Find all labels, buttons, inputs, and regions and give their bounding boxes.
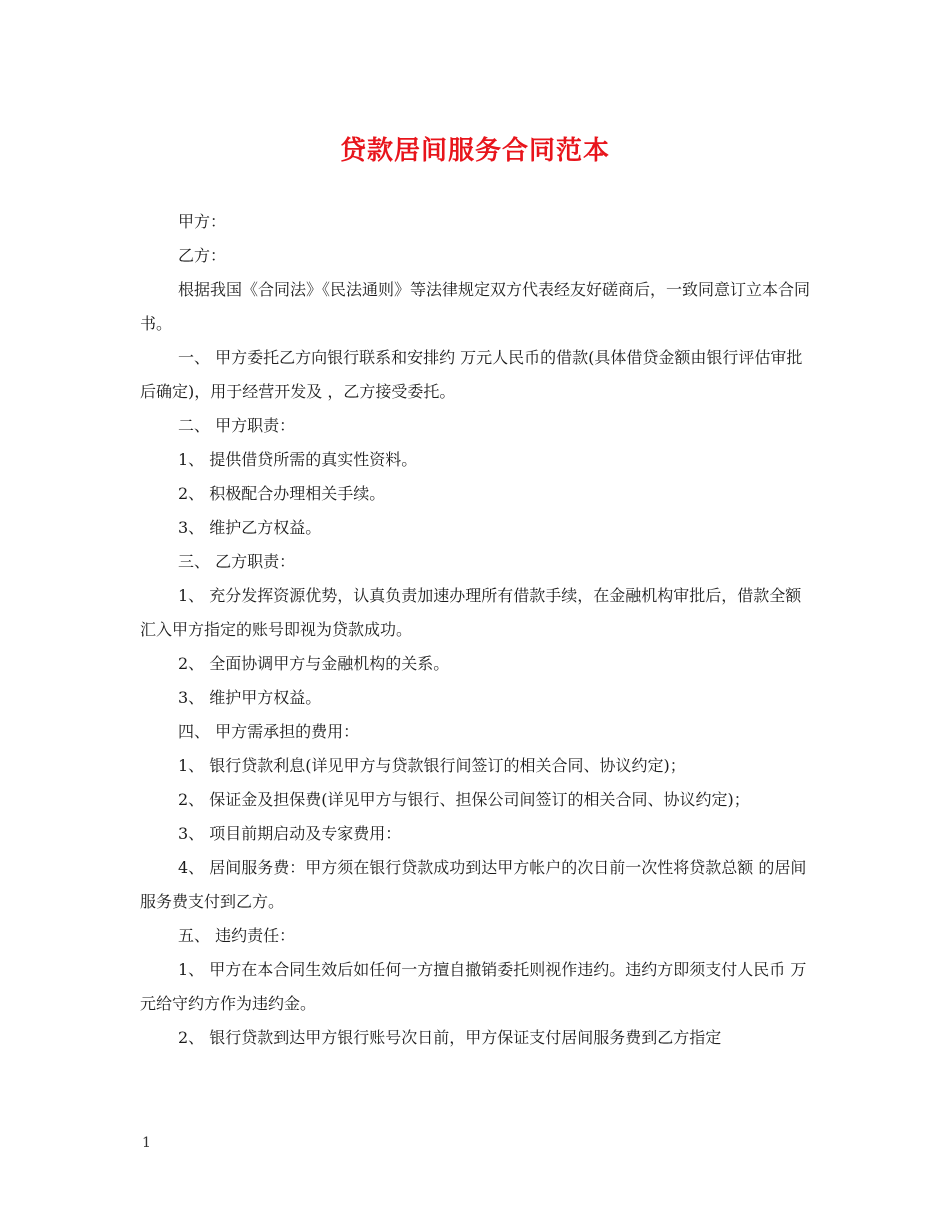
- paragraph-clause-3-item-1: 1、 充分发挥资源优势，认真负责加速办理所有借款手续，在金融机构审批后，借款全额汇入甲方指定的账号即视为贷款成功。: [140, 586, 802, 639]
- paragraph-party-a: 甲方：: [178, 212, 227, 231]
- paragraph-clause-2-item-1: 1、 提供借贷所需的真实性资料。: [178, 450, 418, 469]
- paragraph-clause-2-item-2: 2、 积极配合办理相关手续。: [178, 484, 386, 503]
- paragraph-clause-3-heading: 三、 乙方职责：: [178, 552, 296, 571]
- paragraph-clause-4-item-2: 2、 保证金及担保费(详见甲方与银行、担保公司间签订的相关合同、协议约定)；: [178, 790, 750, 809]
- paragraph-preamble: 根据我国《合同法》《民法通则》等法律规定双方代表经友好磋商后，一致同意订立本合同书。: [140, 280, 811, 333]
- paragraph-clause-4-item-4: 4、 居间服务费：甲方须在银行贷款成功到达甲方帐户的次日前一次性将贷款总额 的居间服务费支付到乙方。: [140, 858, 807, 911]
- paragraph-clause-4-heading: 四、 甲方需承担的费用：: [178, 722, 360, 741]
- paragraph-clause-4-item-3: 3、 项目前期启动及专家费用：: [178, 824, 402, 843]
- paragraph-clause-3-item-3: 3、 维护甲方权益。: [178, 688, 322, 707]
- paragraph-clause-2-heading: 二、 甲方职责：: [178, 416, 296, 435]
- paragraph-clause-5-item-1: 1、 甲方在本合同生效后如任何一方擅自撤销委托则视作违约。违约方即须支付人民币 万元给守约方作为违约金。: [140, 960, 807, 1013]
- paragraph-clause-5-item-2: 2、 银行贷款到达甲方银行账号次日前，甲方保证支付居间服务费到乙方指定: [178, 1028, 722, 1047]
- page-number: 1: [142, 1135, 151, 1151]
- paragraph-clause-5-heading: 五、 违约责任：: [178, 926, 296, 945]
- document-title: 贷款居间服务合同范本: [339, 136, 610, 166]
- paragraph-clause-4-item-1: 1、 银行贷款利息(详见甲方与贷款银行间签订的相关合同、协议约定)；: [178, 756, 686, 775]
- paragraph-party-b: 乙方：: [178, 246, 227, 265]
- paragraph-clause-3-item-2: 2、 全面协调甲方与金融机构的关系。: [178, 654, 450, 673]
- paragraph-clause-2-item-3: 3、 维护乙方权益。: [178, 518, 322, 537]
- document-body: [140, 205, 812, 1055]
- paragraph-clause-1: 一、 甲方委托乙方向银行联系和安排约 万元人民币的借款(具体借贷金额由银行评估审批后确定)，用于经营开发及 ，乙方接受委托。: [140, 348, 803, 401]
